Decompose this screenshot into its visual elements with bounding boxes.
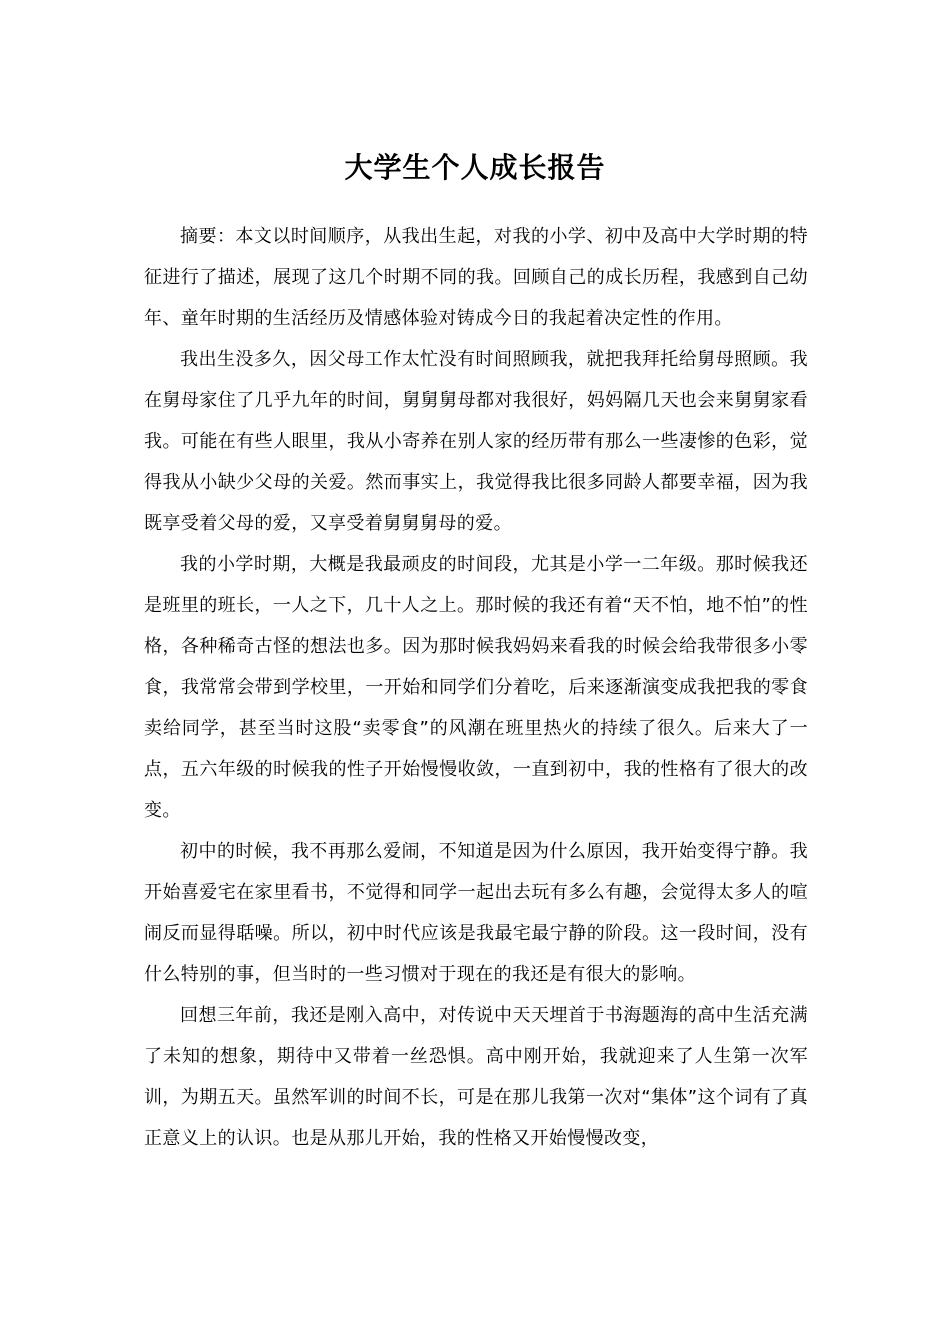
abstract-paragraph: 摘要：本文以时间顺序，从我出生起，对我的小学、初中及高中大学时期的特征进行了描述，展现了这几个时期不同的我。回顾自己的成长历程，我感到自己幼年、童年时期的生活经历及情感体验对铸成今日的我起着决定性的作用。 (144, 226, 808, 329)
document-body (144, 216, 808, 1159)
document-title: 大学生个人成长报告 (344, 151, 606, 184)
body-paragraph: 我出生没多久，因父母工作太忙没有时间照顾我，就把我拜托给舅母照顾。我在舅母家住了几乎九年的时间，舅舅舅母都对我很好，妈妈隔几天也会来舅舅家看我。可能在有些人眼里，我从小寄养在别人家的经历带有那么一些凄惨的色彩，觉得我从小缺少父母的关爱。然而事实上，我觉得我比很多同龄人都要幸福，因为我既享受着父母的爱，又享受着舅舅舅母的爱。 (144, 349, 808, 534)
body-paragraph: 回想三年前，我还是刚入高中，对传说中天天埋首于书海题海的高中生活充满了未知的想象，期待中又带着一丝恐惧。高中刚开始，我就迎来了人生第一次军训，为期五天。虽然军训的时间不长，可是在那儿我第一次对“集体”这个词有了真正意义上的认识。也是从那儿开始，我的性格又开始慢慢改变， (144, 1005, 808, 1149)
body-paragraph: 我的小学时期，大概是我最顽皮的时间段，尤其是小学一二年级。那时候我还是班里的班长，一人之下，几十人之上。那时候的我还有着“天不怕，地不怕”的性格，各种稀奇古怪的想法也多。因为那时候我妈妈来看我的时候会给我带很多小零食，我常常会带到学校里，一开始和同学们分着吃，后来逐渐演变成我把我的零食卖给同学，甚至当时这股“卖零食”的风潮在班里热火的持续了很久。后来大了一点，五六年级的时候我的性子开始慢慢收敛，一直到初中，我的性格有了很大的改变。 (144, 554, 808, 821)
body-paragraph: 初中的时候，我不再那么爱闹，不知道是因为什么原因，我开始变得宁静。我开始喜爱宅在家里看书，不觉得和同学一起出去玩有多么有趣，会觉得太多人的喧闹反而显得聒噪。所以，初中时代应该是我最宅最宁静的阶段。这一段时间，没有什么特别的事，但当时的一些习惯对于现在的我还是有很大的影响。 (144, 841, 808, 985)
